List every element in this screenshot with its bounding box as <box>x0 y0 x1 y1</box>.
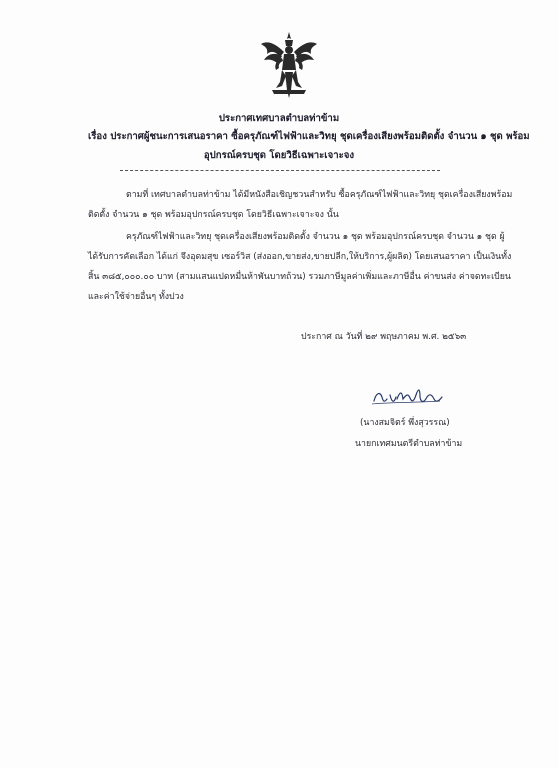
header-divider <box>120 170 440 171</box>
garuda-emblem-icon <box>258 30 320 102</box>
paragraph-1-line-2: ติดตั้ง จำนวน ๑ ชุด พร้อมอุปกรณ์ครบชุด โดยวิธีเฉพาะเจาะจง นั้น <box>88 210 339 220</box>
paragraph-2-line-4: และค่าใช้จ่ายอื่นๆ ทั้งปวง <box>88 292 184 302</box>
subject-line-2: อุปกรณ์ครบชุด โดยวิธีเฉพาะเจาะจง <box>203 150 355 161</box>
signer-name: (นางสมจิตร์ พึ่งสุวรรณ) <box>360 418 450 428</box>
paragraph-2-line-2: ได้รับการคัดเลือก ได้แก่ จึงอุดมสุข เซอร์วิส (ส่งออก,ขายส่ง,ขายปลีก,ให้บริการ,ผู้ผลิต) โดยเสนอราคา เป็นเงินทั้ง <box>88 252 512 262</box>
paragraph-2-line-1: ครุภัณฑ์ไฟฟ้าและวิทยุ ชุดเครื่องเสียงพร้อมติดตั้ง จำนวน ๑ ชุด พร้อมอุปกรณ์ครบชุด จำนวน ๑ ชุด ผู้ <box>126 232 505 242</box>
org-title: ประกาศเทศบาลตำบลท่าข้าม <box>218 113 340 124</box>
handwritten-signature <box>370 383 444 409</box>
paragraph-1-line-1: ตามที่ เทศบาลตำบลท่าข้าม ได้มีหนังสือเชิญชวนสำหรับ ซื้อครุภัณฑ์ไฟฟ้าและวิทยุ ชุดเครื่องเสียงพร้อม <box>126 190 513 200</box>
signer-position: นายกเทศมนตรีตำบลท่าข้าม <box>355 439 463 449</box>
announce-date: ประกาศ ณ วันที่ ๒๙ พฤษภาคม พ.ศ. ๒๕๖๓ <box>301 332 467 342</box>
subject-line-1: เรื่อง ประกาศผู้ชนะการเสนอราคา ซื้อครุภัณฑ์ไฟฟ้าและวิทยุ ชุดเครื่องเสียงพร้อมติดตั้ง จำนวน ๑ ชุด พร้อม <box>88 131 530 142</box>
paragraph-2-line-3: สิ้น ๓๘๕,๐๐๐.๐๐ บาท (สามแสนแปดหมื่นห้าพันบาทถ้วน) รวมภาษีมูลค่าเพิ่มและภาษีอื่น ค่าขนส่ง ค่าจดทะเบียน <box>88 272 511 282</box>
